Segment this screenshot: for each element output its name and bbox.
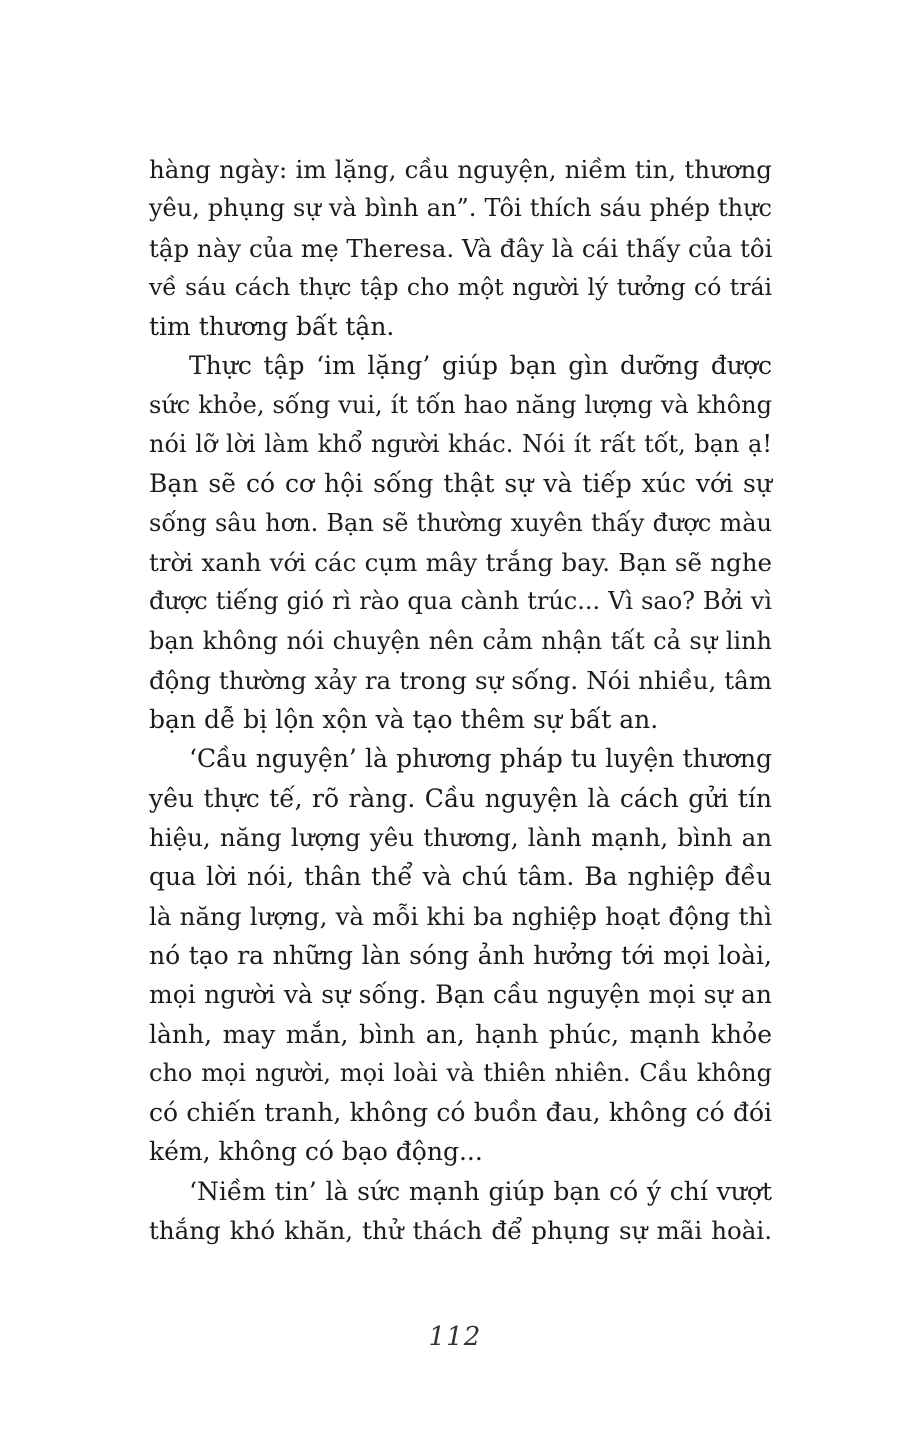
text-line: trời xanh với các cụm mây trắng bay. Bạn sẽ nghe	[149, 547, 772, 577]
text-line: tim thương bất tận.	[149, 312, 395, 342]
paragraph-1	[149, 150, 772, 346]
text-line: sống sâu hơn. Bạn sẽ thường xuyên thấy được màu	[149, 508, 772, 537]
text-line: cho mọi người, mọi loài và thiên nhiên. Cầu không	[149, 1058, 772, 1087]
text-line: Thực tập ‘im lặng’ giúp bạn gìn dưỡng được	[189, 351, 772, 381]
text-line: tập này của mẹ Theresa. Và đây là cái thấy của tôi	[149, 233, 773, 263]
paragraph-2	[149, 346, 772, 739]
page-number: 112	[428, 1322, 482, 1352]
text-line: hàng ngày: im lặng, cầu nguyện, niềm tin, thương	[149, 155, 772, 184]
text-line: Bạn sẽ có cơ hội sống thật sự và tiếp xúc với sự	[149, 469, 772, 499]
text-line: thắng khó khăn, thử thách để phụng sự mãi hoài.	[149, 1216, 772, 1246]
text-line: kém, không có bạo động...	[149, 1137, 483, 1167]
text-line: yêu thực tế, rõ ràng. Cầu nguyện là cách gửi tín	[149, 783, 772, 813]
text-line: ‘Cầu nguyện’ là phương pháp tu luyện thương	[189, 744, 772, 774]
text-line: được tiếng gió rì rào qua cành trúc... Vì sao? Bởi vì	[149, 587, 772, 616]
paragraph-4	[149, 1172, 772, 1251]
text-line: động thường xảy ra trong sự sống. Nói nhiều, tâm	[149, 665, 772, 695]
text-line: có chiến tranh, không có buồn đau, không có đói	[149, 1098, 772, 1128]
text-line: mọi người và sự sống. Bạn cầu nguyện mọi sự an	[149, 980, 772, 1010]
text-line: ‘Niềm tin’ là sức mạnh giúp bạn có ý chí vượt	[189, 1176, 772, 1206]
text-line: về sáu cách thực tập cho một người lý tưởng có trái	[149, 272, 772, 301]
text-line: yêu, phụng sự và bình an”. Tôi thích sáu phép thực	[149, 194, 772, 223]
text-line: nó tạo ra những làn sóng ảnh hưởng tới mọi loài,	[149, 940, 772, 970]
text-line: nói lỡ lời làm khổ người khác. Nói ít rất tốt, bạn ạ!	[149, 430, 772, 459]
text-line: bạn dễ bị lộn xộn và tạo thêm sự bất an.	[149, 705, 659, 735]
text-line: qua lời nói, thân thể và chú tâm. Ba nghiệp đều	[149, 862, 772, 892]
text-line: là năng lượng, và mỗi khi ba nghiệp hoạt động thì	[149, 901, 772, 931]
paragraph-3	[149, 739, 772, 1171]
text-line: bạn không nói chuyện nên cảm nhận tất cả sự linh	[149, 626, 772, 655]
text-line: lành, may mắn, bình an, hạnh phúc, mạnh khỏe	[149, 1019, 772, 1049]
text-line: sức khỏe, sống vui, ít tốn hao năng lượng và không	[149, 390, 772, 419]
text-line: hiệu, năng lượng yêu thương, lành mạnh, bình an	[149, 823, 772, 853]
body-text	[149, 150, 772, 1250]
